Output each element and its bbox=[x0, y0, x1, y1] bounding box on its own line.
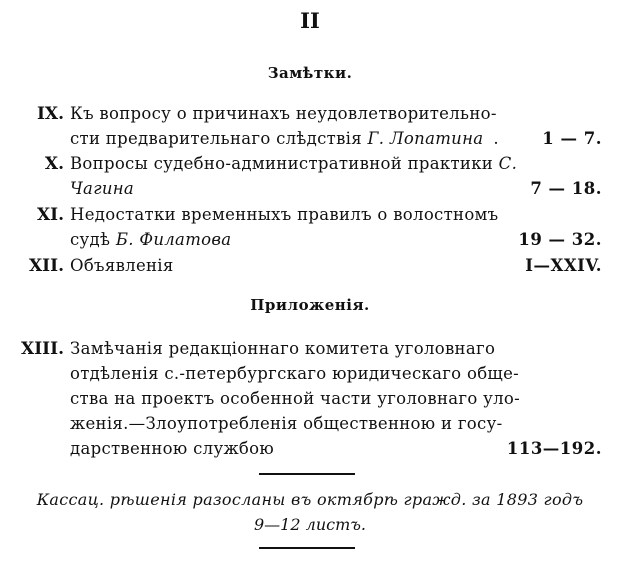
entry-leader-dot: . bbox=[493, 129, 499, 148]
entry-number: XI. bbox=[36, 205, 64, 225]
divider-rule bbox=[259, 547, 355, 549]
entry-title-text: Вопросы судебно-административной практики bbox=[70, 154, 499, 173]
entry-title-line: дарственною службою bbox=[70, 439, 275, 458]
entry-title-line: женія.—Злоупотребленія общественною и госу- bbox=[70, 414, 503, 433]
footer-note-line: Кассац. рѣшенія разосланы въ октябрѣ гражд. за 1893 годъ bbox=[36, 490, 584, 509]
entry-title-line: Замѣчанія редакціоннаго комитета уголовнаго bbox=[70, 339, 496, 358]
entry-title-line: отдѣленія с.-петербургскаго юридическаго обще- bbox=[70, 364, 520, 383]
entry-number: IX. bbox=[36, 104, 64, 124]
entry-author: Чагина bbox=[70, 179, 135, 198]
entry-title-line bbox=[70, 154, 517, 173]
section-heading-notes: Замѣтки. bbox=[267, 64, 353, 82]
page-number: II bbox=[300, 8, 320, 33]
entry-pages: 1 — 7. bbox=[542, 129, 602, 148]
entry-title-line: Объявленія bbox=[70, 256, 174, 275]
entry-title-line: Недостатки временныхъ правилъ о волостномъ bbox=[70, 205, 499, 224]
entry-number: XII. bbox=[28, 256, 64, 276]
entry-pages: I—XXIV. bbox=[525, 256, 602, 275]
entry-pages: 113—192. bbox=[506, 439, 602, 458]
entry-title-line bbox=[70, 129, 499, 148]
entry-pages: 19 — 32. bbox=[518, 230, 602, 249]
entry-title-line: Къ вопросу о причинахъ неудовлетворительно- bbox=[70, 104, 497, 123]
divider-rule bbox=[259, 473, 355, 475]
entry-author: Б. Филатова bbox=[115, 230, 232, 249]
section-heading-appendix: Приложенія. bbox=[250, 296, 370, 314]
entry-number: XIII. bbox=[21, 339, 64, 359]
entry-number: X. bbox=[44, 154, 64, 174]
entry-title-text: судѣ bbox=[70, 230, 116, 249]
entry-title-text: сти предварительнаго слѣдствія bbox=[70, 129, 368, 148]
entry-author: Г. Лопатина bbox=[367, 129, 484, 148]
entry-pages: 7 — 18. bbox=[530, 179, 602, 198]
entry-author: С. bbox=[498, 154, 518, 173]
footer-note-line: 9—12 листъ. bbox=[254, 515, 366, 534]
entry-title-line bbox=[70, 230, 231, 249]
entry-title-line: ства на проектъ особенной части уголовнаго уло- bbox=[70, 389, 521, 408]
